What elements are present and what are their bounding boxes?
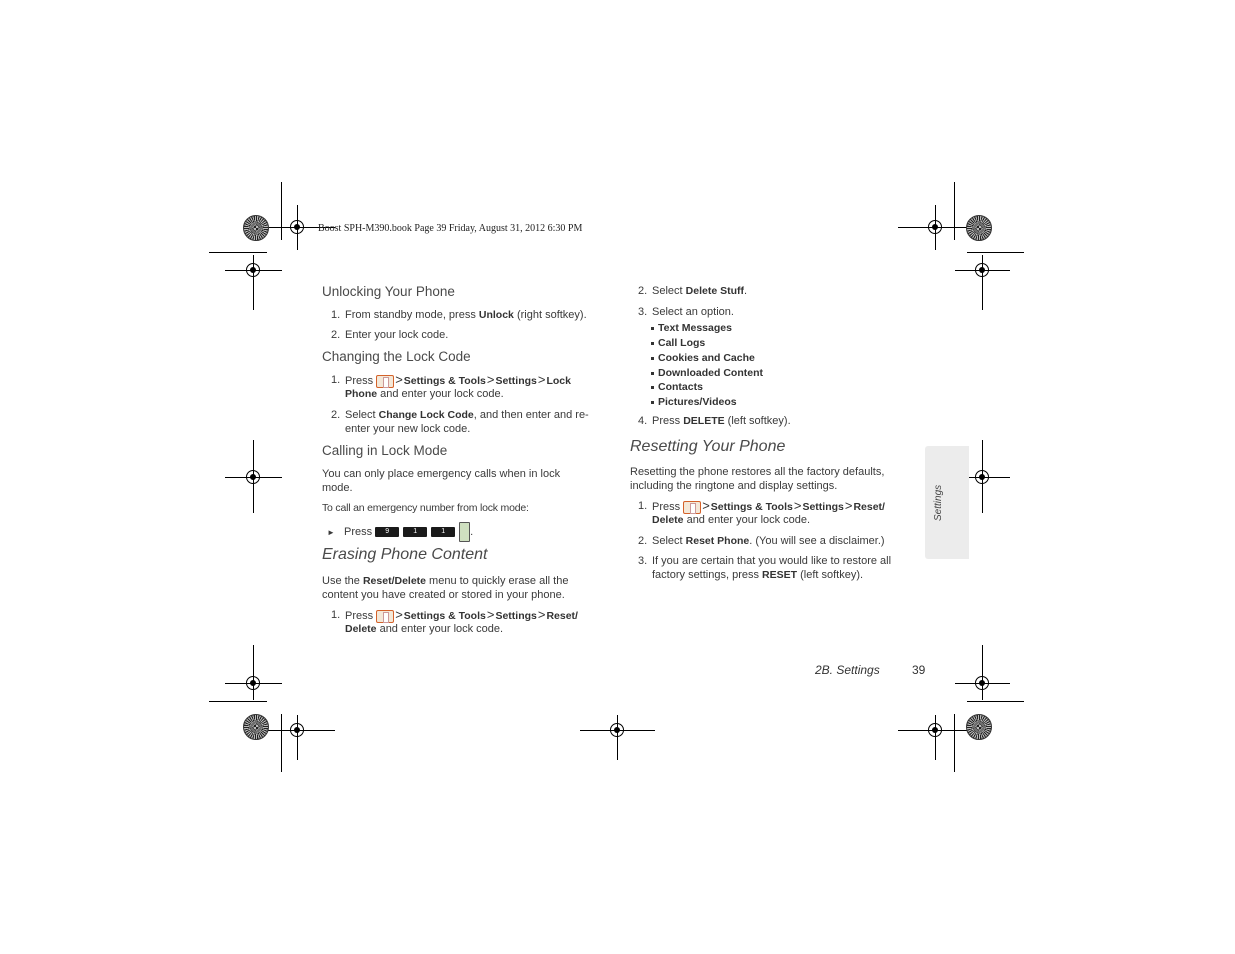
change-heading: Changing the Lock Code [322,349,471,364]
erasing-paragraph-line-1: Use the Reset/Delete menu to quickly erase all the [322,575,569,587]
side-tab-label: Settings [933,484,944,521]
menu-key-icon [376,375,394,388]
option-item: Cookies and Cache [651,351,755,365]
print-header: Boost SPH-M390.book Page 39 Friday, August 31, 2012 6:30 PM [318,223,583,234]
calling-heading: Calling in Lock Mode [322,443,448,458]
calling-instruction: To call an emergency number from lock mode: [322,502,529,514]
side-section-tab [925,446,969,559]
key-1-icon: 1 [431,527,455,537]
option-item: Downloaded Content [651,366,763,380]
talk-key-icon [459,522,470,542]
erasing-paragraph-line-2: content you have created or stored in your phone. [322,589,565,601]
change-step-2: 2. Select Change Lock Code, and then enter and re- enter your new lock code. [331,409,589,435]
option-item: Pictures/Videos [651,395,737,409]
resetting-heading: Resetting Your Phone [630,438,786,455]
option-item: Text Messages [651,321,732,335]
reset-step-3: 3. If you are certain that you would like to restore all factory settings, press RESET (left softkey). [638,555,892,581]
key-9-icon: 9 [375,527,399,537]
arrow-bullet-icon: ► [327,527,335,537]
change-step-1: 1. Press >Settings & Tools>Settings>Lock Phone and enter your lock code. [331,372,571,400]
calling-press-row: ► Press 9 1 1 . [327,522,617,542]
option-item: Contacts [651,380,703,394]
key-1-icon: 1 [403,527,427,537]
calling-paragraph-line-2: mode. [322,482,353,494]
resetting-paragraph-line-2: including the ringtone and display settings. [630,480,838,492]
unlock-heading: Unlocking Your Phone [322,284,455,299]
resetting-paragraph-line-1: Resetting the phone restores all the factory defaults, [630,466,885,478]
calling-paragraph-line-1: You can only place emergency calls when in lock [322,468,561,480]
page-number: 39 [912,663,926,677]
reset-step-1: 1. Press >Settings & Tools>Settings>Reset/ Delete and enter your lock code. [638,498,885,526]
menu-key-icon [683,501,701,514]
footer-section: 2B. Settings [815,663,880,677]
erasing-step-1: 1. Press >Settings & Tools>Settings>Reset/ Delete and enter your lock code. [331,607,578,635]
menu-key-icon [376,610,394,623]
erasing-heading: Erasing Phone Content [322,546,488,563]
option-item: Call Logs [651,336,705,350]
